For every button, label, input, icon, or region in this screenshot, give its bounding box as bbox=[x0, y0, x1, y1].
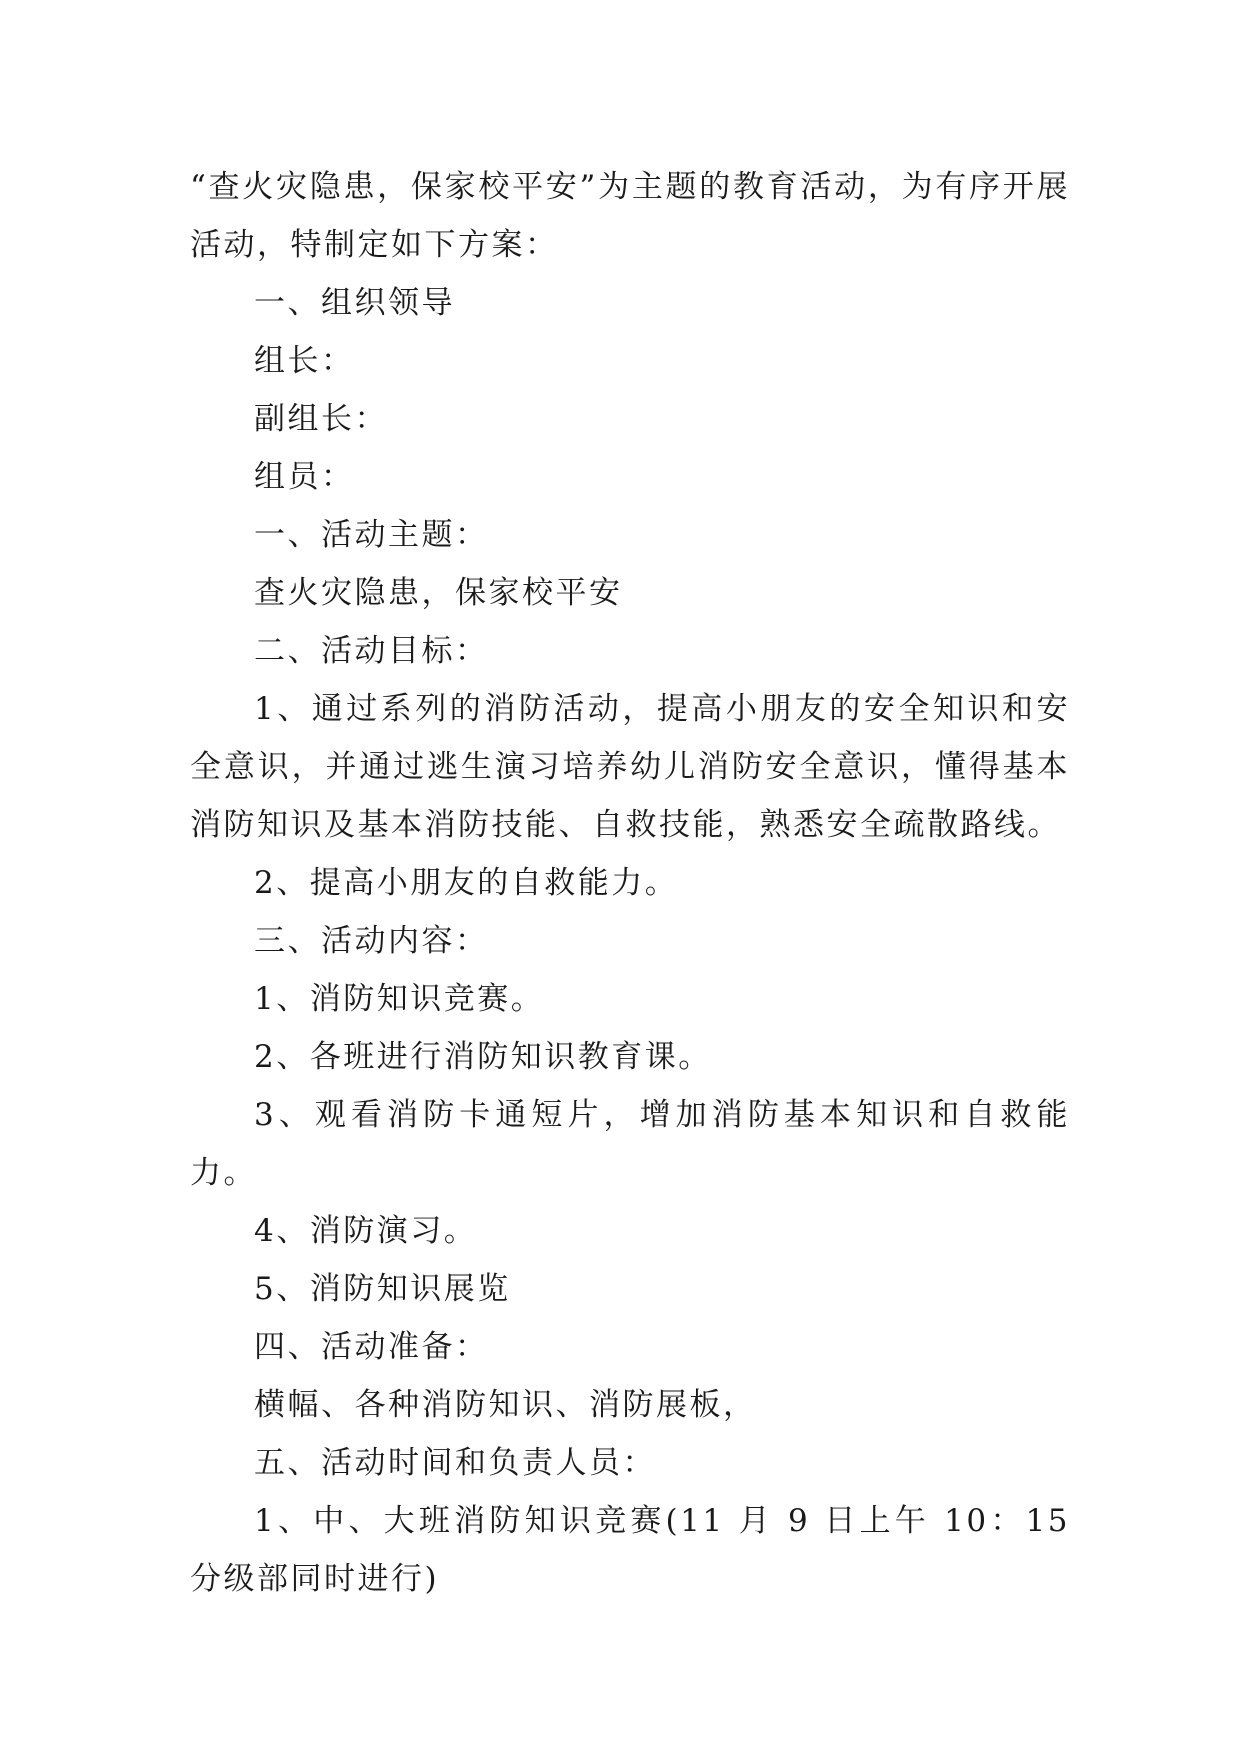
heading-content: 三、活动内容： bbox=[254, 923, 489, 959]
paragraph-intro: “查火灾隐患，保家校平安”为主题的教育活动，为有序开展活动，特制定如下方案： bbox=[190, 169, 1070, 263]
content-item-4: 4、消防演习。 bbox=[254, 1213, 478, 1249]
heading-schedule: 五、活动时间和负责人员： bbox=[254, 1445, 656, 1481]
document-body bbox=[190, 158, 1070, 1608]
goal-item-1: 1、通过系列的消防活动，提高小朋友的安全知识和安全意识，并通过逃生演习培养幼儿消防安全意识，懂得基本消防知识及基本消防技能、自救技能，熟悉安全疏散路线。 bbox=[190, 691, 1070, 843]
preparation-text: 横幅、各种消防知识、消防展板， bbox=[254, 1387, 757, 1423]
content-item-3: 3、观看消防卡通短片，增加消防基本知识和自救能力。 bbox=[190, 1097, 1070, 1191]
content-item-1: 1、消防知识竞赛。 bbox=[254, 981, 545, 1017]
schedule-item-1: 1、中、大班消防知识竞赛(11 月 9 日上午 10：15 分级部同时进行) bbox=[190, 1503, 1070, 1597]
field-members: 组员： bbox=[254, 459, 355, 495]
field-deputy-leader: 副组长： bbox=[254, 401, 388, 437]
heading-goals: 二、活动目标： bbox=[254, 633, 489, 669]
content-item-5: 5、消防知识展览 bbox=[254, 1271, 511, 1307]
theme-text: 查火灾隐患，保家校平安 bbox=[254, 575, 623, 611]
goal-item-2: 2、提高小朋友的自救能力。 bbox=[254, 865, 679, 901]
heading-preparation: 四、活动准备： bbox=[254, 1329, 489, 1365]
content-item-2: 2、各班进行消防知识教育课。 bbox=[254, 1039, 712, 1075]
heading-theme: 一、活动主题： bbox=[254, 517, 489, 553]
field-leader: 组长： bbox=[254, 343, 355, 379]
heading-organization: 一、组织领导 bbox=[254, 285, 455, 321]
